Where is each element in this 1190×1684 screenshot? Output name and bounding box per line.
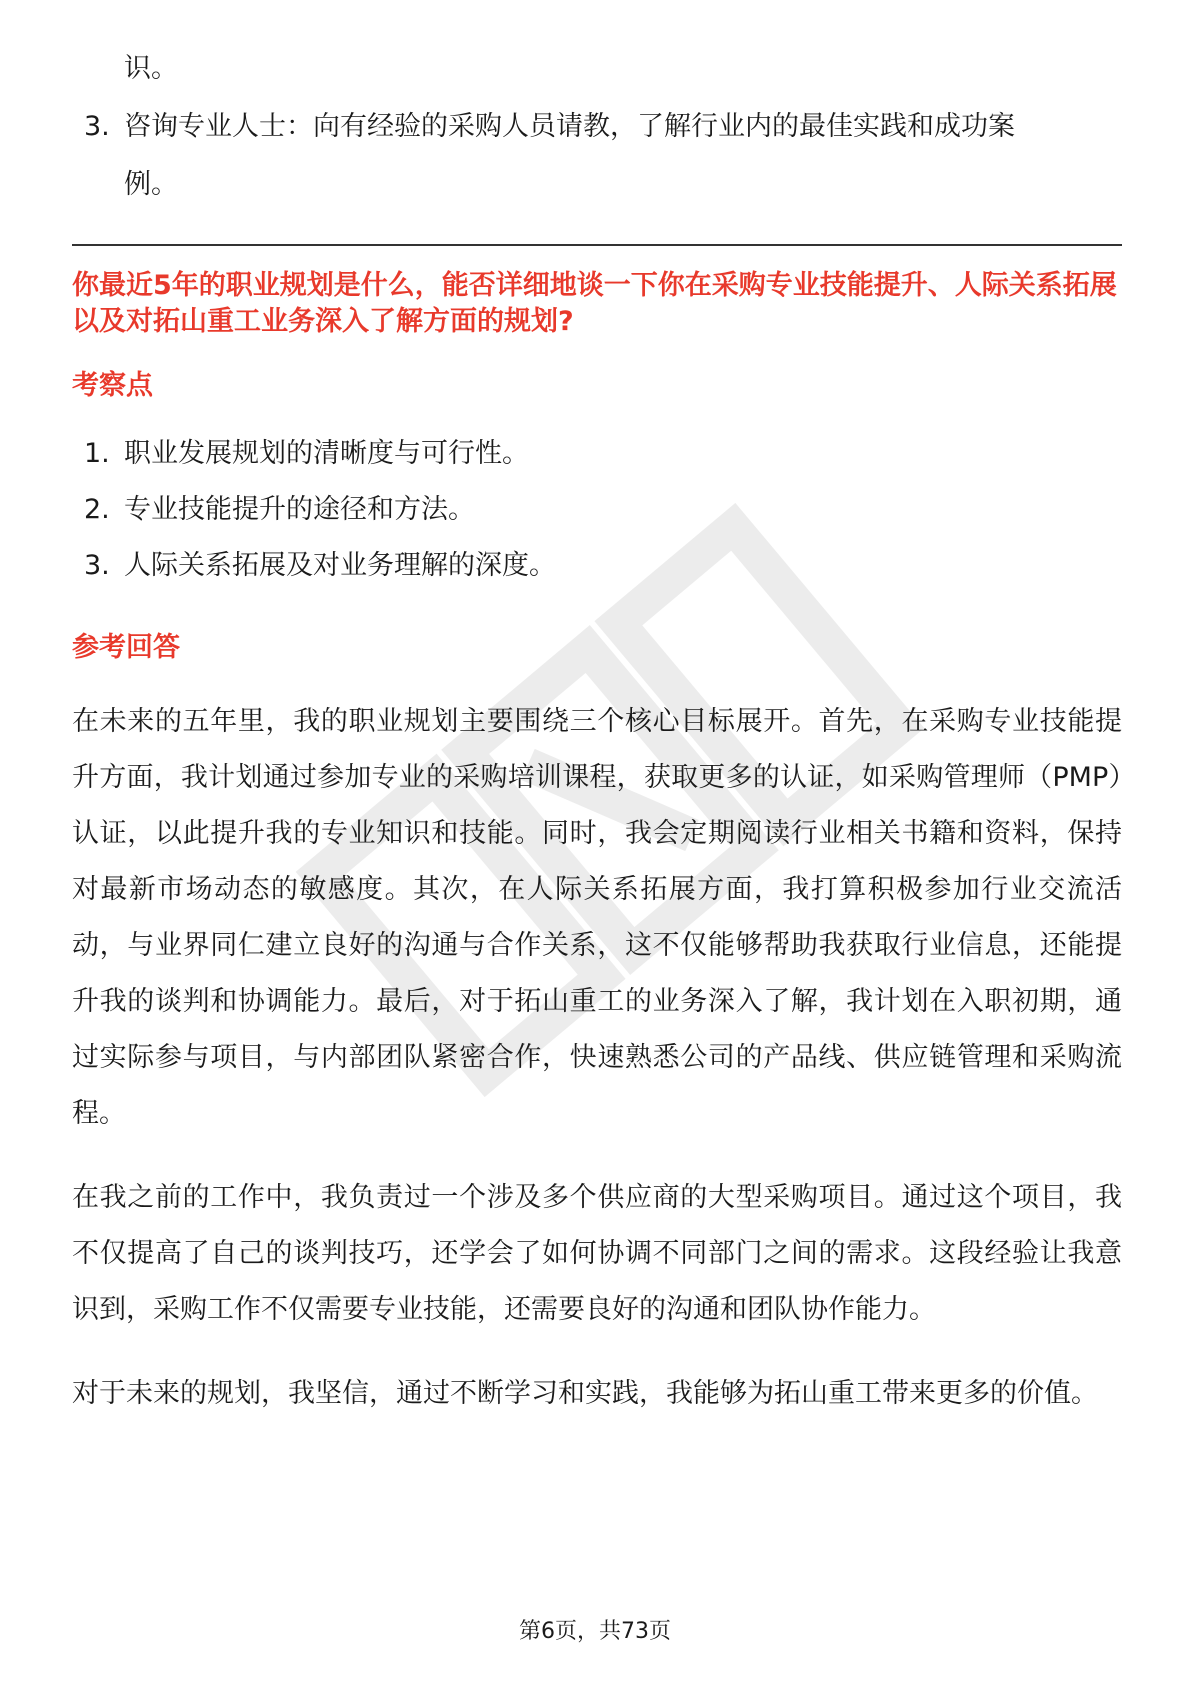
list-item [72,482,1122,538]
list-item [72,426,1122,482]
answer-paragraph: 在未来的五年里，我的职业规划主要围绕三个核心目标展开。首先，在采购专业技能提升方面，我计划通过参加专业的采购培训课程，获取更多的认证，如采购管理师（PMP）认证，以此提升我的专业知识和技能。同时，我会定期阅读行业相关书籍和资料，保持对最新市场动态的敏感度。其次，在人际关系拓展方面，我打算积极参加行业交流活动，与业界同仁建立良好的沟通与合作关系，这不仅能够帮助我获取行业信息，还能提升我的谈判和协调能力。最后，对于拓山重工的业务深入了解，我计划在入职初期，通过实际参与项目，与内部团队紧密合作，快速熟悉公司的产品线、供应链管理和采购流程。 [72,706,1122,1129]
page-content [72,40,1122,1422]
list-item [72,98,1122,156]
section-divider [72,244,1122,246]
carryover-list [72,40,1122,214]
list-item-text: 咨询专业人士：向有经验的采购人员请教，了解行业内的最佳实践和成功案 [124,111,1015,142]
question-heading: 你最近5年的职业规划是什么，能否详细地谈一下你在采购专业技能提升、人际关系拓展以及对拓山重工业务深入了解方面的规划? [72,270,1117,337]
list-number: 3. [84,111,110,142]
list-number: 2. [84,494,110,525]
list-item-continuation: 例。 [124,169,178,200]
list-number: 1. [84,438,110,469]
answer-heading: 参考回答 [72,632,180,663]
list-item-text: 职业发展规划的清晰度与可行性。 [124,438,529,469]
exam-points-list [72,426,1122,594]
list-number: 3. [84,550,110,581]
list-item-text: 专业技能提升的途径和方法。 [124,494,475,525]
answer-paragraph: 对于未来的规划，我坚信，通过不断学习和实践，我能够为拓山重工带来更多的价值。 [72,1378,1098,1409]
list-item-text: 人际关系拓展及对业务理解的深度。 [124,550,556,581]
answer-paragraph: 在我之前的工作中，我负责过一个涉及多个供应商的大型采购项目。通过这个项目，我不仅提高了自己的谈判技巧，还学会了如何协调不同部门之间的需求。这段经验让我意识到，采购工作不仅需要专业技能，还需要良好的沟通和团队协作能力。 [72,1182,1122,1325]
page-footer: 第6页，共73页 [519,1619,671,1644]
list-item [72,538,1122,594]
exam-points-heading: 考察点 [72,370,153,401]
list-item-continuation: 识。 [124,53,178,84]
